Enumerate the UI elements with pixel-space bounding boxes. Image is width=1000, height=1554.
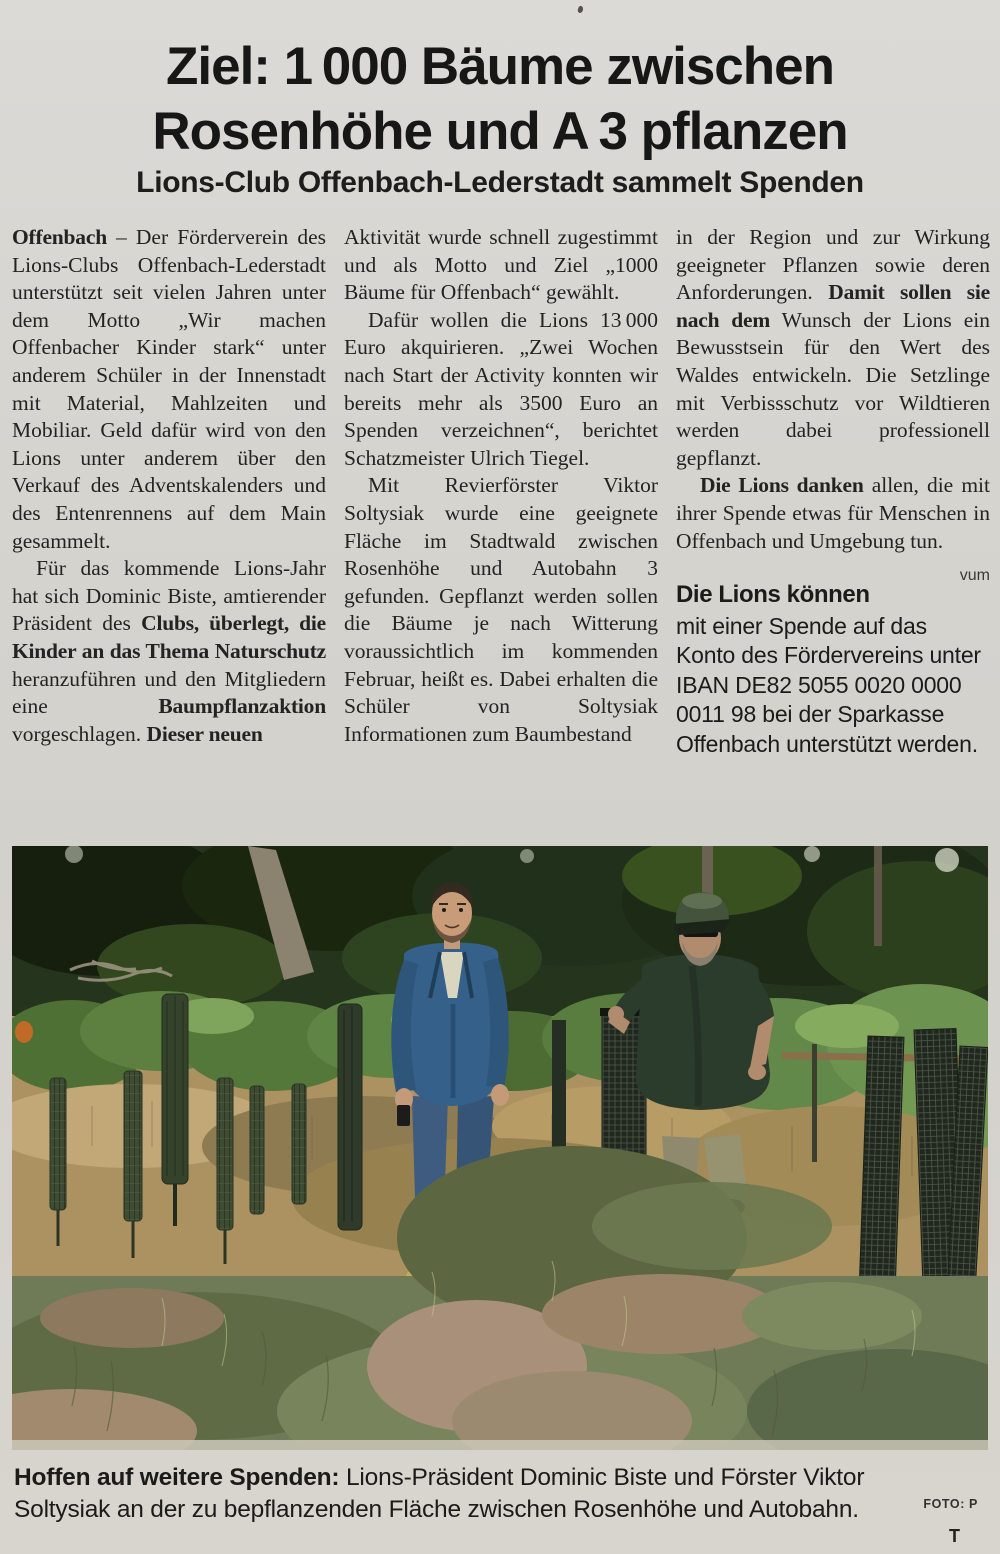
subheadline: Lions-Club Offenbach-Lederstadt sammelt Spenden [136,166,864,199]
text-segment: Aktivität wurde schnell zugestimmt und als Motto und Ziel „1000 Bäume für Offenbach“ gewählt. [344,225,658,305]
text-segment: in der Region und zur Wirkung geeigneter Pflanzen sowie deren Anforderungen. [676,225,990,305]
caption-lead: Hoffen auf weitere Spenden: [14,1464,340,1491]
article-paragraph [344,224,658,307]
scan-speck [577,5,584,13]
text-segment: Wunsch der Lions ein Bewusstsein für den Wert des Waldes entwickeln. Die Setzlinge mit Verbissschutz vor Wildtieren werden dabei professionell gepflanzt. [676,307,990,470]
photo-illustration [12,846,988,1450]
article-paragraph [344,307,658,473]
donation-infobox [676,581,990,759]
article-paragraph [676,224,990,472]
infobox-body: mit einer Spende auf das Konto des Fördervereins unter IBAN DE82 5055 0020 0000 0011 98 bei der Sparkasse Offenbach unterstützt werden. [676,612,981,757]
text-segment: heranzuführen und den Mitgliedern eine [12,666,326,719]
bold-text-segment: Offenbach [12,225,107,249]
article-column [344,224,658,840]
article-body [12,224,990,840]
headline-line2: Rosenhöhe und A 3 pflanzen [152,102,848,161]
headline [0,34,1000,164]
article-paragraph [12,555,326,748]
headline-line1: Ziel: 1 000 Bäume zwischen [166,37,834,96]
corner-mark: T [949,1526,960,1546]
bold-text-segment: Dieser neuen [146,721,263,746]
photo-caption [14,1462,914,1526]
article-column [676,224,990,840]
article-paragraph [12,224,326,555]
article-paragraph [676,472,990,585]
text-segment: allen, die mit ihrer Spende etwas für Menschen in Offenbach und Umgebung tun. [676,473,990,553]
author-byline: vum [959,567,990,585]
bold-text-segment: Baumpflanzaktion [158,694,326,719]
article-column [12,224,326,840]
text-segment: Dafür wollen die Lions 13 000 Euro akquirieren. „Zwei Wochen nach Start der Activity konnten wir bereits mehr als 3500 Euro an Spenden verzeichnen“, berichtet Schatzmeister Ulrich Tiegel. [344,307,658,470]
text-segment: vorgeschlagen. [12,721,147,746]
bold-text-segment: Clubs, überlegt, die Kinder an das Thema Naturschutz [12,611,326,663]
text-segment: Für das kommende Lions-Jahr hat sich Dominic Biste, amtierender Präsident des [12,556,326,636]
text-segment: Mit Revierförster Viktor Soltysiak wurde eine geeignete Fläche im Stadtwald zwischen Rosenhöhe und Autobahn 3 gefunden. Gepflanzt werden sollen die Bäume je nach Witterung voraussichtlich im kommenden Februar, heißt es. Dabei erhalten die Schüler von Soltysiak Informationen zum Baumbestand [344,473,658,746]
caption-text: Lions-Präsident Dominic Biste und Förster Viktor Soltysiak an der zu bepflanzenden Fläche zwischen Rosenhöhe und Autobahn. [14,1464,865,1523]
infobox-heading: Die Lions können [676,581,870,609]
article-paragraph [344,472,658,748]
photo-credit: FOTO: P [923,1497,978,1511]
article-photo [12,846,988,1450]
bold-text-segment: Die Lions danken [700,473,864,498]
text-segment: – Der Förderverein des Lions-Clubs Offenbach-Lederstadt unterstützt seit vielen Jahren unter dem Motto „Wir machen Offenbacher Kinder stark“ unter anderem Schüler in der Innenstadt mit Material, Mahlzeiten und Mobiliar. Geld dafür wird von den Lions unter anderem über den Verkauf des Adventskalenders und des Entenrennens auf dem Main gesammelt. [12,225,326,553]
bold-text-segment: Damit sollen sie nach dem [676,280,990,332]
